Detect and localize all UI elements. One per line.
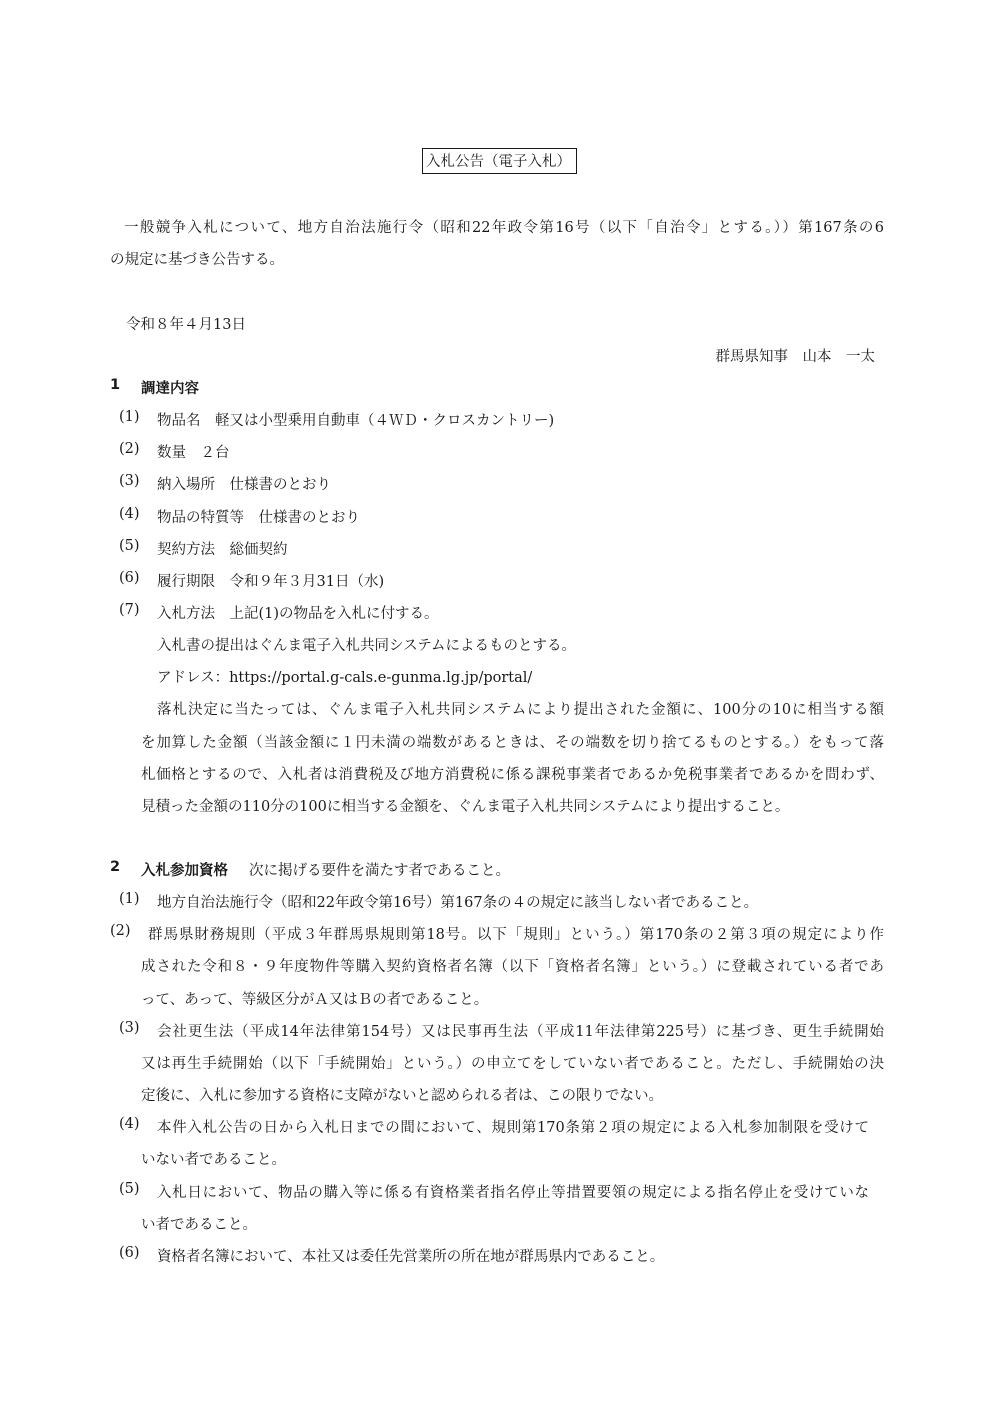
- section-1-number: 1: [110, 377, 121, 393]
- section-1-item-num: (2): [119, 441, 140, 457]
- section-2-item-num: (5): [119, 1181, 140, 1197]
- section-2-item-num: (6): [119, 1245, 140, 1261]
- section-2-item-line: 資格者名簿において、本社又は委任先営業所の所在地が群馬県内であること。: [157, 1249, 665, 1265]
- section-1-item-text: 数量 ２台: [157, 445, 230, 461]
- section-2-item-num: (4): [119, 1116, 140, 1132]
- section-2-item-num: (2): [110, 923, 131, 939]
- section-2-item-line: 本件入札公告の日から入札日までの間において、規則第170条第２項の規定による入札参加制限を受けて: [157, 1120, 869, 1136]
- section-1-item-num: (1): [119, 409, 140, 425]
- section-2-item-line: い者であること。: [141, 1217, 257, 1233]
- section-1-item-text: 契約方法 総価契約: [157, 542, 288, 558]
- section-2-item-line: 定後に、入札に参加する資格に支障がないと認められる者は、この限りでない。: [141, 1088, 663, 1104]
- issuer-name: 群馬県知事 山本 一太: [715, 349, 875, 365]
- section-1-item-num: (7): [119, 602, 140, 618]
- method-url-line: アドレス：https://portal.g-cals.e-gunma.lg.jp/portal/: [157, 670, 533, 686]
- section-2-item-line: 入札日において、物品の購入等に係る有資格業者指名停止等措置要領の規定による指名停止を受けていな: [157, 1185, 869, 1201]
- section-2-item-line: 成された令和８・９年度物件等購入契約資格者名簿（以下「資格者名簿」という。）に登載されている者であ: [141, 959, 884, 975]
- method-line: 落札決定に当たっては、ぐんま電子入札共同システムにより提出された金額に、100分の10に相当する額: [157, 702, 884, 718]
- section-1-item-text: 物品の特質等 仕様書のとおり: [157, 510, 360, 526]
- intro-line-2: の規定に基づき公告する。: [110, 252, 284, 268]
- intro-line-1: 一般競争入札について、地方自治法施行令（昭和22年政令第16号（以下「自治令」とする。））第167条の6: [124, 220, 884, 236]
- announcement-date: 令和８年４月13日: [126, 317, 246, 333]
- section-2-item-line: 群馬県財務規則（平成３年群馬県規則第18号。以下「規則」という。）第170条の２第３項の規定により作: [148, 927, 884, 943]
- section-2-lead: 次に掲げる要件を満たす者であること。: [249, 863, 510, 879]
- section-1-item-text: 入札方法 上記(1)の物品を入札に付する。: [157, 606, 439, 622]
- section-2-item-line: 又は再生手続開始（以下「手続開始」という。）の申立てをしていない者であること。ただし、手続開始の決: [141, 1056, 884, 1072]
- section-1-item-num: (6): [119, 570, 140, 586]
- section-2-heading: 入札参加資格: [141, 863, 228, 879]
- section-2-item-line: いない者であること。: [141, 1152, 286, 1168]
- section-1-heading: 調達内容: [141, 381, 199, 397]
- section-2-item-num: (1): [119, 891, 140, 907]
- method-line: 札価格とするので、入札者は消費税及び地方消費税に係る課税事業者であるか免税事業者であるかを問わず、: [141, 767, 884, 783]
- section-1-item-text: 履行期限 令和９年３月31日（水): [157, 574, 385, 590]
- section-2-item-line: 会社更生法（平成14年法律第154号）又は民事再生法（平成11年法律第225号）に基づき、更生手続開始: [157, 1024, 884, 1040]
- section-2-item-line: 地方自治法施行令（昭和22年政令第16号）第167条の４の規定に該当しない者であること。: [157, 895, 759, 911]
- method-line: を加算した金額（当該金額に１円未満の端数があるときは、その端数を切り捨てるものとする。）をもって落: [141, 735, 884, 751]
- section-1-item-num: (3): [119, 473, 140, 489]
- method-line: 入札書の提出はぐんま電子入札共同システムによるものとする。: [157, 638, 577, 654]
- section-2-item-line: って、あって、等級区分がＡ又はＢの者であること。: [141, 992, 489, 1008]
- section-2-number: 2: [110, 859, 121, 875]
- section-1-item-text: 納入場所 仕様書のとおり: [157, 477, 331, 493]
- section-1-item-num: (4): [119, 506, 140, 522]
- section-1-item-text: 物品名 軽又は小型乗用自動車（４ＷＤ・クロスカントリー): [157, 413, 555, 429]
- section-1-item-num: (5): [119, 538, 140, 554]
- section-2-item-num: (3): [119, 1020, 140, 1036]
- document-title: 入札公告（電子入札）: [422, 148, 577, 174]
- method-line: 見積った金額の110分の100に相当する金額を、ぐんま電子入札共同システムにより提出すること。: [141, 799, 790, 815]
